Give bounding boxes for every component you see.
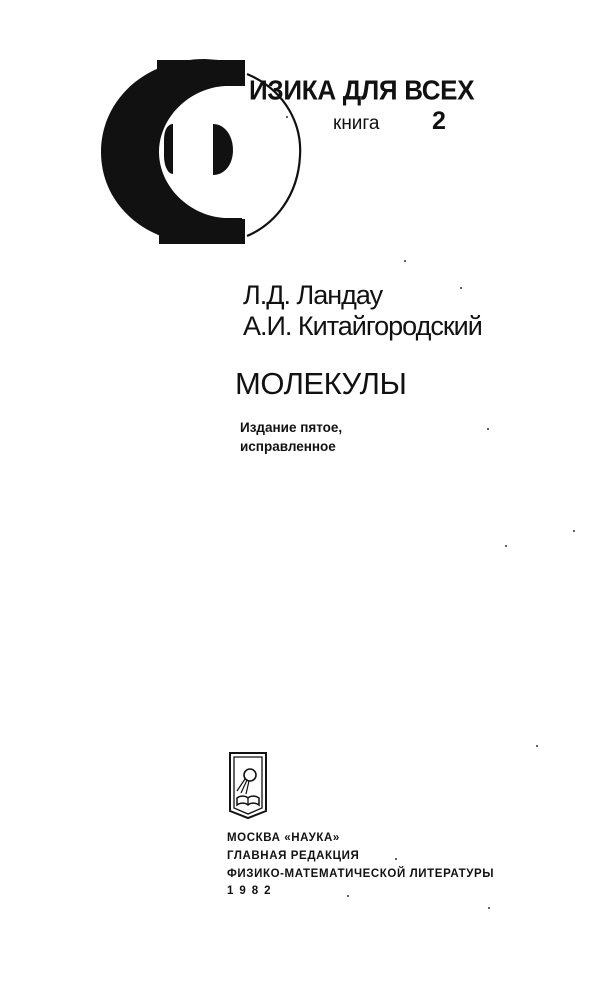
scan-speck xyxy=(536,745,538,747)
scan-speck xyxy=(488,907,490,909)
scan-speck xyxy=(404,260,406,262)
scan-speck xyxy=(505,545,507,547)
scan-speck xyxy=(487,428,489,430)
scan-speck xyxy=(573,530,575,532)
publication-year: 1982 xyxy=(227,885,277,898)
book-title: МОЛЕКУЛЫ xyxy=(235,366,407,401)
scan-speck xyxy=(347,895,349,897)
scan-speck xyxy=(460,287,462,289)
nauka-emblem-graphic xyxy=(225,751,271,820)
nauka-emblem-icon xyxy=(225,751,271,820)
imprint-literature-type: ФИЗИКО-МАТЕМАТИЧЕСКОЙ ЛИТЕРАТУРЫ xyxy=(227,867,495,880)
scan-speck xyxy=(395,858,397,860)
scan-speck xyxy=(286,116,288,118)
author-landau: Л.Д. Ландау xyxy=(243,280,383,310)
book-label: книга xyxy=(333,113,380,134)
author-kitaygorodsky: А.И. Китайгородский xyxy=(243,311,482,341)
edition-note xyxy=(240,418,342,456)
edition-line-2: исправленное xyxy=(240,439,336,454)
book-number: 2 xyxy=(432,107,446,135)
imprint-city-publisher: МОСКВА «НАУКА» xyxy=(227,832,340,844)
edition-line-1: Издание пятое, xyxy=(240,420,343,435)
series-title: ИЗИКА ДЛЯ ВСЕХ xyxy=(249,73,475,106)
imprint-editorial-office: ГЛАВНАЯ РЕДАКЦИЯ xyxy=(227,849,360,862)
publisher-imprint xyxy=(227,830,494,901)
